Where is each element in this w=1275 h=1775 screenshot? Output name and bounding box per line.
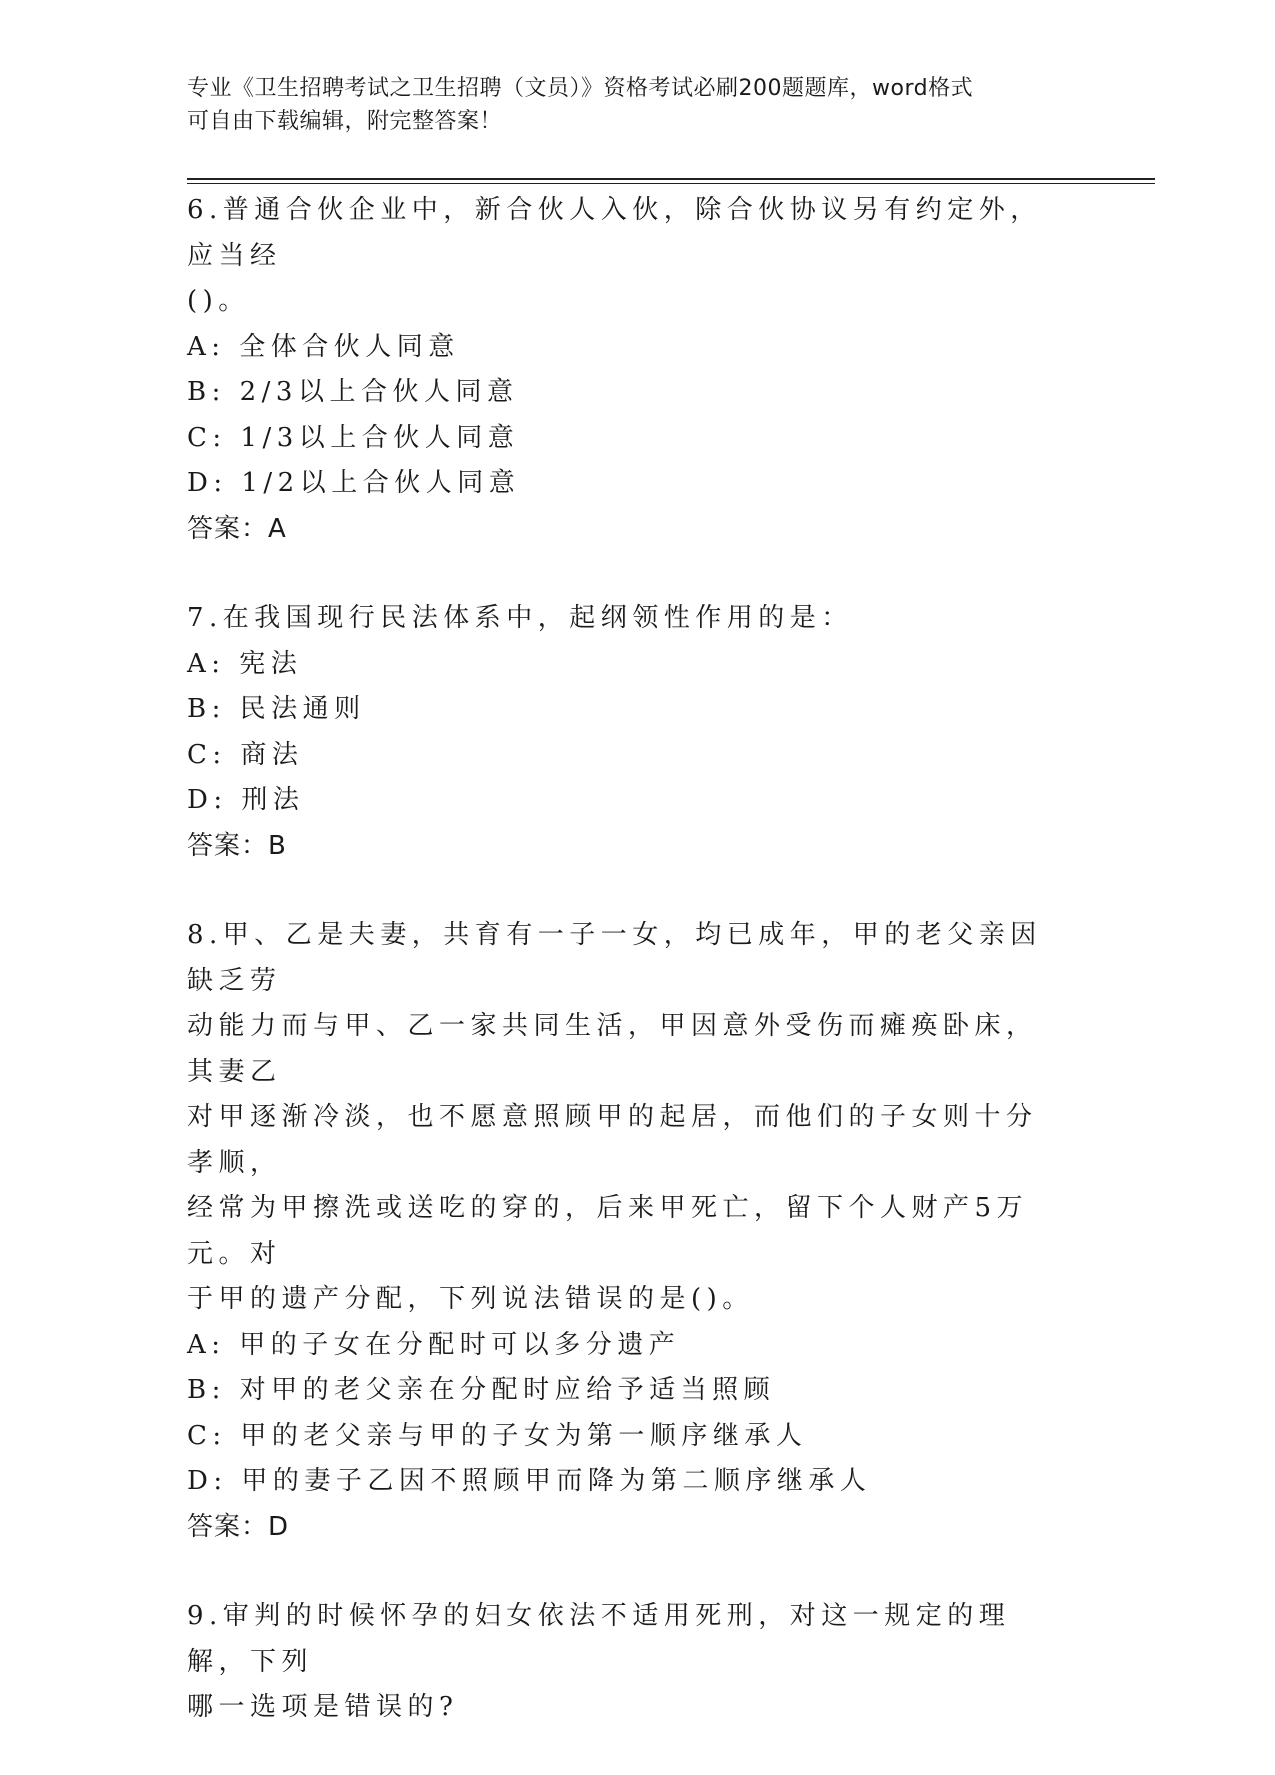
option-b: B: 2/3以上合伙人同意 xyxy=(187,377,519,407)
question-9 xyxy=(187,1594,1067,1731)
option-c: C: 1/3以上合伙人同意 xyxy=(187,422,520,453)
option-b: B: 对甲的老父亲在分配时应给予适当照顾 xyxy=(187,1375,776,1405)
option-d: D: 甲的妻子乙因不照顾甲而降为第二顺序继承人 xyxy=(187,1466,872,1496)
option-d: D: 1/2以上合伙人同意 xyxy=(187,468,521,498)
header-line-1: 专业《卫生招聘考试之卫生招聘（文员）》资格考试必刷200题题库，word格式 xyxy=(187,76,974,101)
option-d: D: 刑法 xyxy=(187,785,305,815)
question-list xyxy=(187,188,1067,1775)
question-stem-line: 8.甲、乙是夫妻，共育有一子一女，均已成年，甲的老父亲因缺乏劳 xyxy=(187,920,1042,996)
option-a: A: 宪法 xyxy=(187,648,303,679)
option-c: C: 商法 xyxy=(187,739,304,770)
option-c: C: 甲的老父亲与甲的子女为第一顺序继承人 xyxy=(187,1420,808,1451)
question-stem-line: 哪一选项是错误的? xyxy=(187,1692,459,1722)
question-stem-line: 经常为甲擦洗或送吃的穿的，后来甲死亡，留下个人财产5万元。对 xyxy=(187,1193,1029,1269)
question-stem-line: 对甲逐渐冷淡，也不愿意照顾甲的起居，而他们的子女则十分孝顺， xyxy=(187,1102,1038,1178)
question-stem-line: 7.在我国现行民法体系中，起纲领性作用的是： xyxy=(187,603,853,633)
question-stem-line: 9.审判的时候怀孕的妇女依法不适用死刑，对这一规定的理解，下列 xyxy=(187,1601,1011,1677)
header-line-2: 可自由下载编辑，附完整答案！ xyxy=(187,109,503,134)
question-stem-line: 6.普通合伙企业中，新合伙人入伙，除合伙协议另有约定外，应当经 xyxy=(187,195,1042,271)
answer-label: 答案：A xyxy=(187,513,287,544)
question-7 xyxy=(187,596,1067,869)
header-divider-thin xyxy=(187,183,1155,184)
question-6 xyxy=(187,188,1067,552)
question-stem-line: 于甲的遗产分配，下列说法错误的是()。 xyxy=(187,1284,754,1314)
option-a: A: 全体合伙人同意 xyxy=(187,331,460,362)
answer-label: 答案：D xyxy=(187,1511,290,1542)
answer-label: 答案：B xyxy=(187,830,287,861)
question-stem-line: 动能力而与甲、乙一家共同生活，甲因意外受伤而瘫痪卧床，其妻乙 xyxy=(187,1011,1038,1087)
question-stem-line: ()。 xyxy=(187,286,250,316)
option-a: A: 甲的子女在分配时可以多分遗产 xyxy=(187,1329,681,1360)
option-b: B: 民法通则 xyxy=(187,694,366,724)
document-header xyxy=(187,72,1087,138)
question-8 xyxy=(187,913,1067,1550)
header-divider-thick xyxy=(187,178,1155,180)
